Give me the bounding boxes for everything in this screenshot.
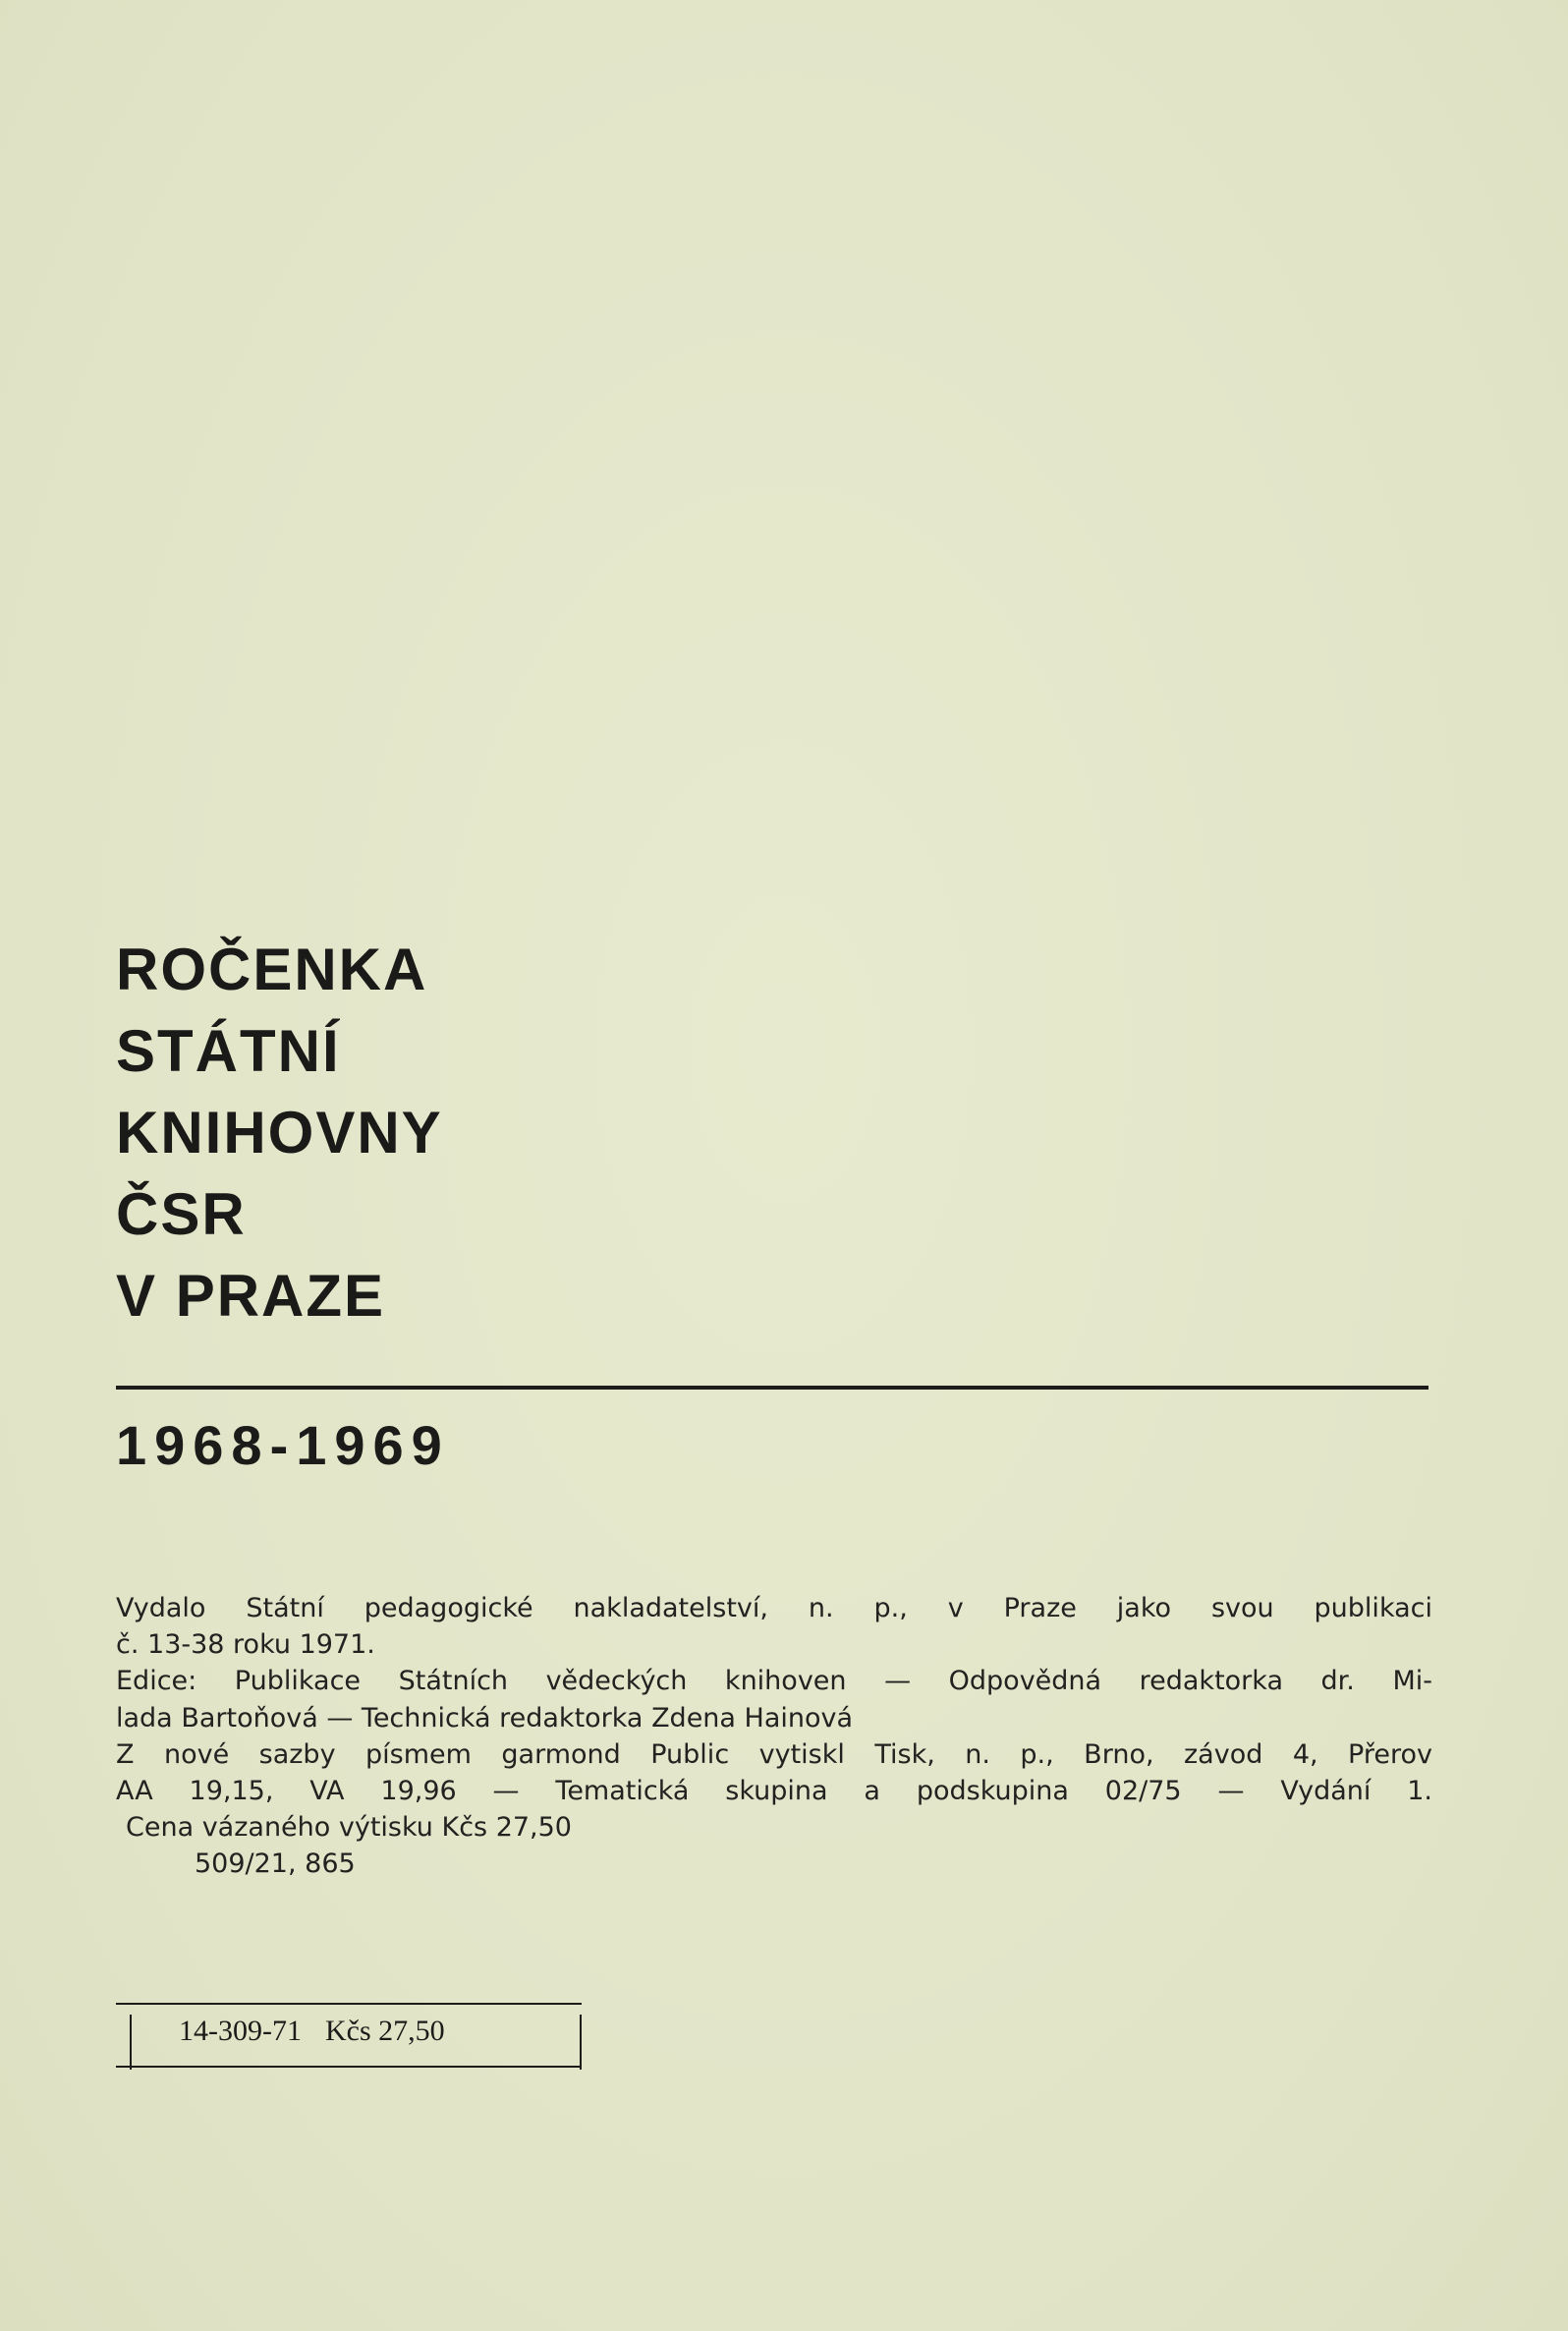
title-line: KNIHOVNY <box>116 1100 443 1166</box>
book-title <box>116 929 443 1336</box>
imprint-line: AA 19,15, VA 19,96 — Tematická skupina a podskupina 02/75 — Vydání 1. <box>116 1776 1432 1807</box>
imprint-line: č. 13-38 roku 1971. <box>116 1629 375 1661</box>
year-range: 1968-1969 <box>116 1414 450 1476</box>
catalog-code: 14-309-71 <box>179 2015 302 2047</box>
imprint-line: lada Bartoňová — Technická redaktorka Zdena Hainová <box>116 1702 854 1734</box>
title-line: STÁTNÍ <box>116 1018 341 1084</box>
imprint-line: Edice: Publikace Státních vědeckých knihoven — Odpovědná redaktorka dr. Mi- <box>116 1666 1432 1697</box>
price-label: Kčs 27,50 <box>324 2015 445 2047</box>
imprint-line: Vydalo Státní pedagogické nakladatelství, n. p., v Praze jako svou publikaci <box>116 1593 1432 1623</box>
imprint-line: Cena vázaného výtisku Kčs 27,50 <box>126 1812 572 1844</box>
imprint-line: 509/21, 865 <box>195 1848 356 1880</box>
title-line: ČSR <box>116 1181 247 1247</box>
title-line: V PRAZE <box>116 1263 386 1329</box>
imprint-line: Z nové sazby písmem garmond Public vytiskl Tisk, n. p., Brno, závod 4, Přerov <box>116 1738 1432 1770</box>
horizontal-rule <box>116 1386 1428 1390</box>
price-box <box>116 2003 582 2068</box>
imprint-block <box>116 1590 1432 1883</box>
price-box-text <box>179 2015 469 2048</box>
title-line: ROČENKA <box>116 937 428 1002</box>
